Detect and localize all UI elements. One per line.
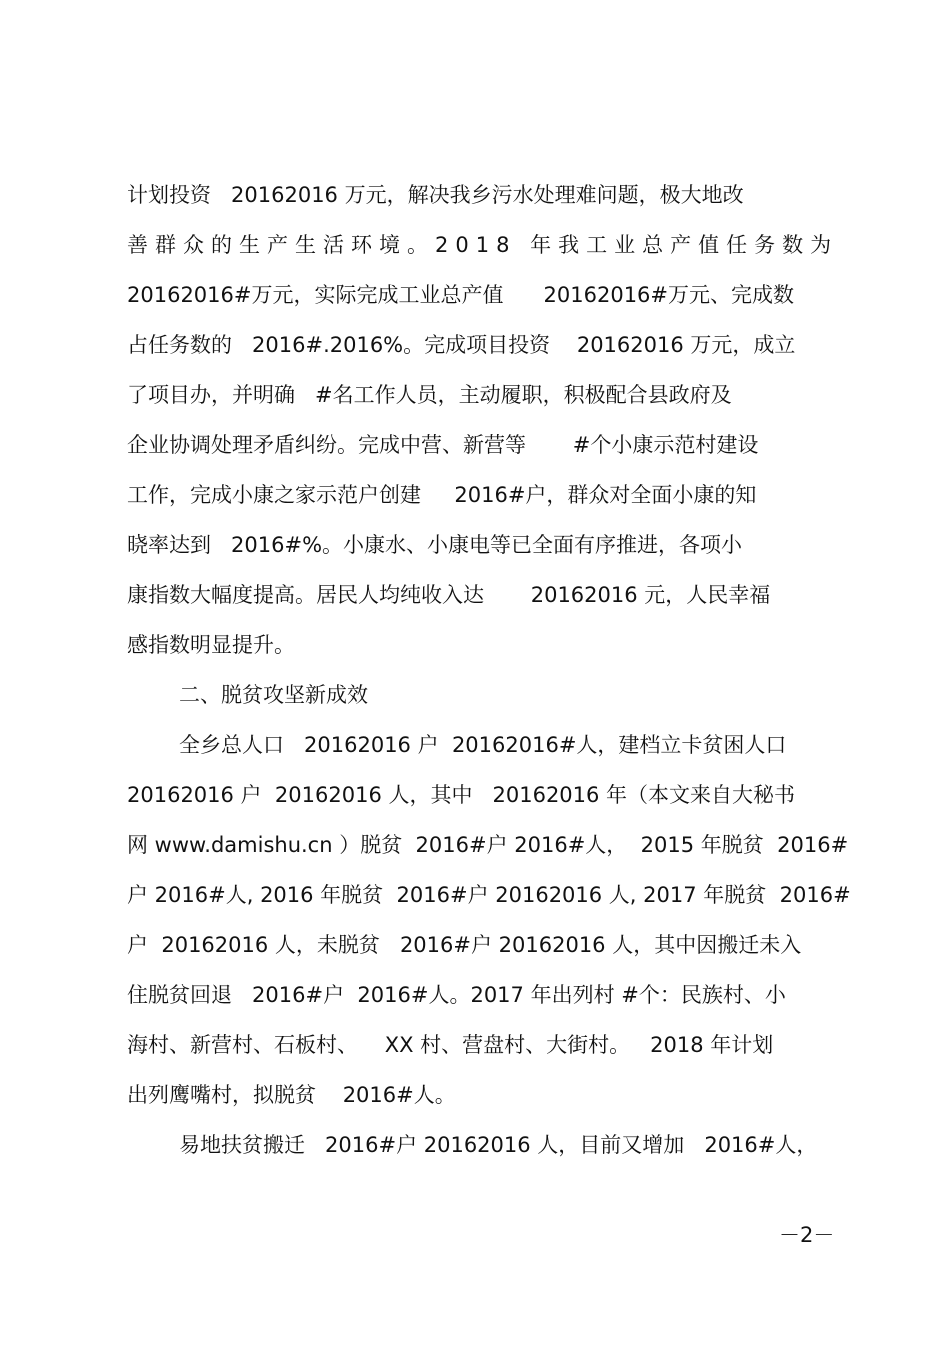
paragraph-line: 工作，完成小康之家示范户创建 2016#户，群众对全面小康的知 xyxy=(127,483,757,507)
paragraph-line: 20162016 户 20162016 人，其中 20162016 年（本文来自大秘书 xyxy=(127,783,796,807)
paragraph-line: 感指数明显提升。 xyxy=(127,633,295,657)
paragraph-line: 善群众的生产生活环境。2018 年我工业总产值任务数为 xyxy=(127,233,839,257)
paragraph-line: 20162016#万元，实际完成工业总产值 20162016#万元、完成数 xyxy=(127,283,795,307)
paragraph-line: 海村、新营村、石板村、 XX 村、营盘村、大街村。 2018 年计划 xyxy=(127,1033,774,1057)
paragraph-line: 易地扶贫搬迁 2016#户 20162016 人，目前又增加 2016#人， xyxy=(179,1133,818,1157)
paragraph-line: 户 2016#人, 2016 年脱贫 2016#户 20162016 人, 2017 年脱贫 2016# xyxy=(127,883,851,907)
paragraph-line: 占任务数的 2016#.2016%。完成项目投资 20162016 万元，成立 xyxy=(127,333,796,357)
paragraph-line: 企业协调处理矛盾纠纷。完成中营、新营等 #个小康示范村建设 xyxy=(127,433,759,457)
paragraph-line: 住脱贫回退 2016#户 2016#人。2017 年出列村 #个：民族村、小 xyxy=(127,983,786,1007)
paragraph-line: 出列鹰嘴村，拟脱贫 2016#人。 xyxy=(127,1083,456,1107)
paragraph-line: 晓率达到 2016#%。小康水、小康电等已全面有序推进，各项小 xyxy=(127,533,743,557)
paragraph-line: 计划投资 20162016 万元，解决我乡污水处理难问题，极大地改 xyxy=(127,183,744,207)
paragraph-line: 了项目办，并明确 #名工作人员，主动履职，积极配合县政府及 xyxy=(127,383,732,407)
section-heading: 二、脱贫攻坚新成效 xyxy=(179,683,368,707)
paragraph-line: 全乡总人口 20162016 户 20162016#人，建档立卡贫困人口 xyxy=(179,733,787,757)
page-number: －2－ xyxy=(779,1223,835,1247)
paragraph-line: 网 www.damishu.cn ）脱贫 2016#户 2016#人， 2015 年脱贫 2016# xyxy=(127,833,849,857)
paragraph-line: 康指数大幅度提高。居民人均纯收入达 20162016 元，人民幸福 xyxy=(127,583,771,607)
paragraph-line: 户 20162016 人，未脱贫 2016#户 20162016 人，其中因搬迁未入 xyxy=(127,933,802,957)
